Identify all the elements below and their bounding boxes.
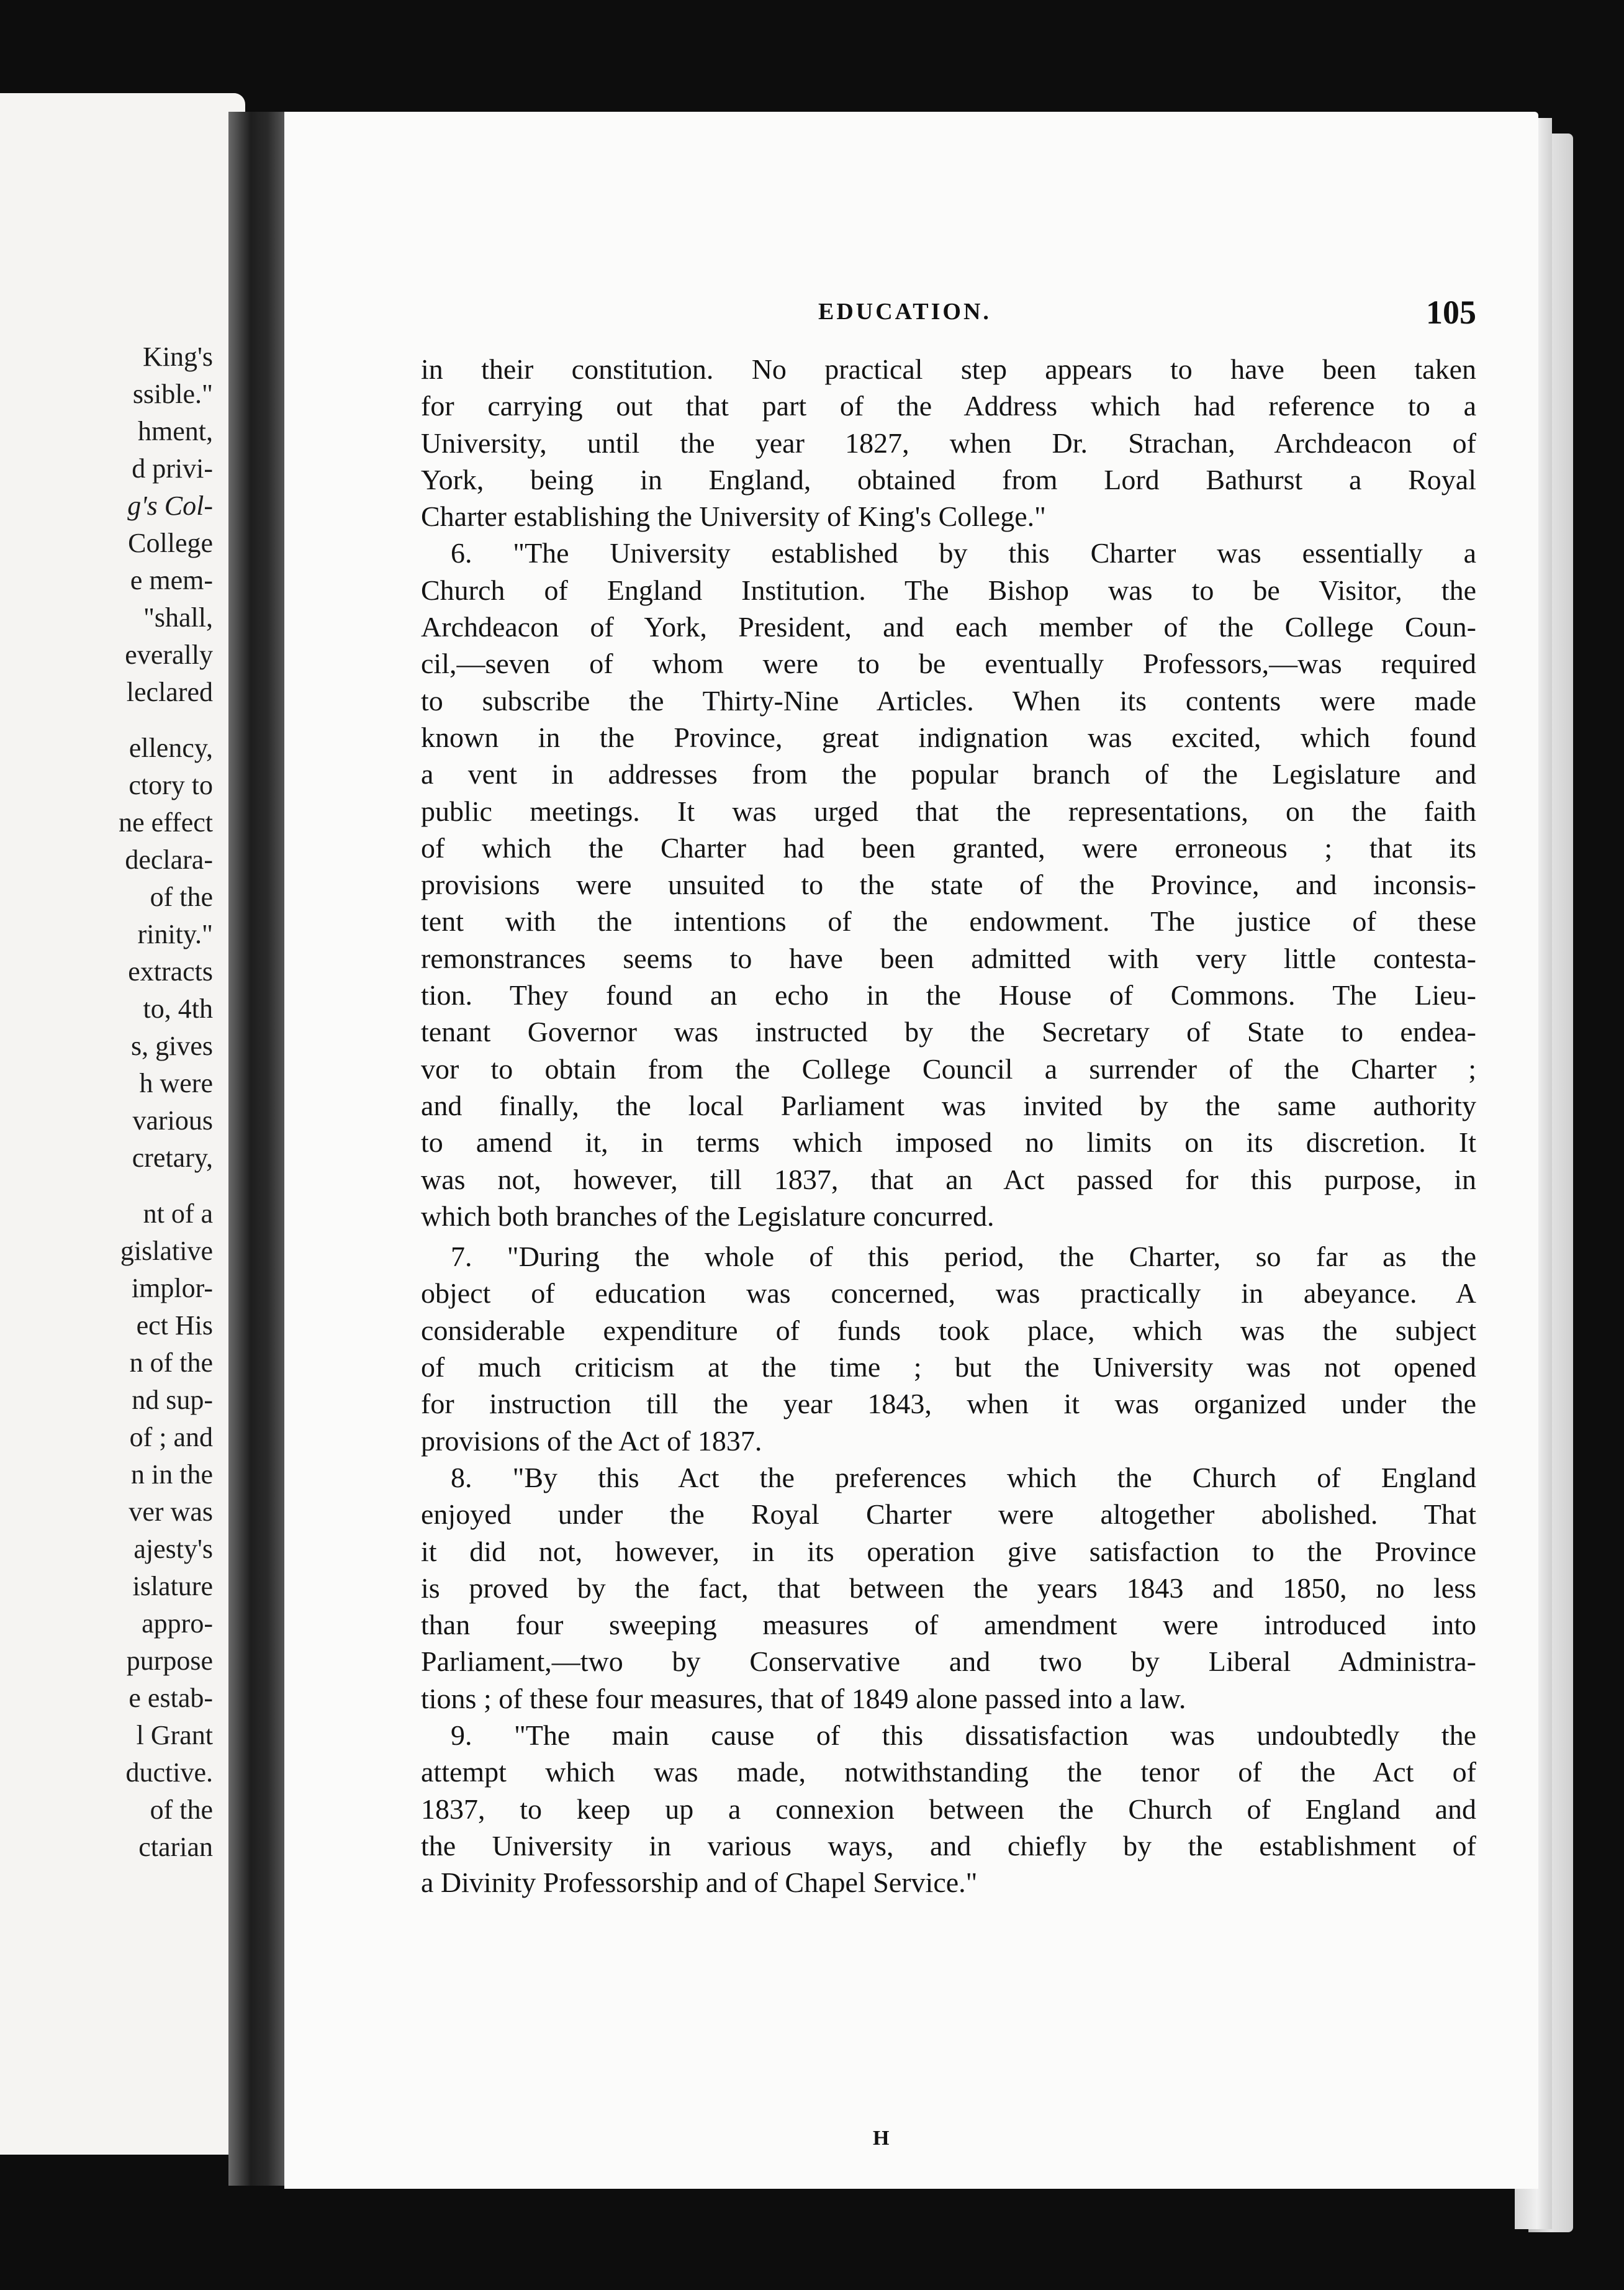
text-line: Archdeacon of York, President, and each member of the College Coun- bbox=[421, 611, 1476, 643]
text-line: public meetings. It was urged that the representations, on the faith bbox=[421, 795, 1476, 827]
left-line: hment, bbox=[138, 416, 213, 446]
text-line: 9. "The main cause of this dissatisfaction was undoubtedly the bbox=[451, 1719, 1476, 1751]
text-line: 8. "By this Act the preferences which the Church of England bbox=[451, 1461, 1476, 1493]
text-line: remonstrances seems to have been admitted with very little contesta- bbox=[421, 942, 1476, 974]
text-line: 7. "During the whole of this period, the Charter, so far as the bbox=[451, 1241, 1476, 1273]
left-line: to, 4th bbox=[143, 993, 213, 1024]
left-line: ne effect bbox=[119, 807, 213, 838]
text-line: a vent in addresses from the popular branch of the Legislature and bbox=[421, 758, 1476, 790]
text-line: in their constitution. No practical step appears to have been taken bbox=[421, 353, 1476, 385]
text-line: tions ; of these four measures, that of 1849 alone passed into a law. bbox=[421, 1682, 1186, 1714]
text-line: University, until the year 1827, when Dr. Strachan, Archdeacon of bbox=[421, 427, 1476, 459]
left-line: ajesty's bbox=[133, 1534, 213, 1564]
text-line: for instruction till the year 1843, when it was organized under the bbox=[421, 1388, 1476, 1420]
text-line: it did not, however, in its operation give satisfaction to the Province bbox=[421, 1535, 1476, 1567]
text-line: the University in various ways, and chiefly by the establishment of bbox=[421, 1829, 1476, 1862]
left-line: nt of a bbox=[143, 1198, 213, 1229]
left-line: ect His bbox=[136, 1310, 213, 1341]
text-line: to subscribe the Thirty-Nine Articles. When its contents were made bbox=[421, 684, 1476, 717]
text-line: considerable expenditure of funds took place, which was the subject bbox=[421, 1314, 1476, 1346]
left-line: n of the bbox=[129, 1347, 213, 1378]
left-line: ctory to bbox=[129, 770, 213, 800]
text-line: and finally, the local Parliament was invited by the same authority bbox=[421, 1089, 1476, 1121]
left-line: s, gives bbox=[131, 1031, 213, 1061]
left-line: gislative bbox=[120, 1236, 213, 1266]
left-line: ctarian bbox=[138, 1832, 213, 1862]
left-line: h were bbox=[139, 1068, 213, 1098]
body-text bbox=[421, 351, 1476, 1901]
left-line: appro- bbox=[142, 1608, 213, 1639]
left-line: e estab- bbox=[129, 1683, 213, 1713]
text-line: was not, however, till 1837, that an Act passed for this purpose, in bbox=[421, 1163, 1476, 1195]
text-line: than four sweeping measures of amendment were introduced into bbox=[421, 1609, 1476, 1641]
left-line: purpose bbox=[126, 1645, 213, 1676]
text-line: which both branches of the Legislature concurred. bbox=[421, 1200, 995, 1232]
left-line: rinity." bbox=[137, 919, 213, 949]
left-line: ductive. bbox=[125, 1757, 213, 1788]
text-line: tion. They found an echo in the House of Commons. The Lieu- bbox=[421, 979, 1476, 1011]
left-line: extracts bbox=[128, 956, 213, 987]
text-line: Parliament,—two by Conservative and two by Liberal Administra- bbox=[421, 1645, 1476, 1678]
left-page-fragment bbox=[0, 93, 245, 2155]
page-header bbox=[421, 294, 1476, 335]
text-line: to amend it, in terms which imposed no limits on its discretion. It bbox=[421, 1126, 1476, 1159]
left-line: King's bbox=[142, 342, 213, 372]
text-line: enjoyed under the Royal Charter were altogether abolished. That bbox=[421, 1498, 1476, 1531]
text-line: known in the Province, great indignation was excited, which found bbox=[421, 721, 1476, 753]
page-number: 105 bbox=[1426, 294, 1476, 331]
left-line: leclared bbox=[126, 677, 213, 707]
left-line: ellency, bbox=[129, 733, 213, 763]
left-line: various bbox=[132, 1105, 213, 1136]
text-line: a Divinity Professorship and of Chapel Service." bbox=[421, 1867, 978, 1899]
left-line: of ; and bbox=[129, 1422, 213, 1452]
left-line: College bbox=[128, 528, 213, 558]
left-line: of the bbox=[150, 1794, 213, 1825]
left-line: "shall, bbox=[143, 602, 213, 633]
text-line: object of education was concerned, was practically in abeyance. A bbox=[421, 1277, 1476, 1310]
left-line: d privi- bbox=[132, 453, 213, 484]
text-line: for carrying out that part of the Address which had reference to a bbox=[421, 390, 1476, 422]
text-line: Charter establishing the University of King's College." bbox=[421, 500, 1046, 533]
text-line: attempt which was made, notwithstanding the tenor of the Act of bbox=[421, 1756, 1476, 1788]
text-line: cil,—seven of whom were to be eventually Professors,—was required bbox=[421, 648, 1476, 680]
left-line: g's Col- bbox=[127, 491, 213, 521]
text-line: vor to obtain from the College Council a surrender of the Charter ; bbox=[421, 1052, 1476, 1085]
text-line: 1837, to keep up a connexion between the Church of England and bbox=[421, 1793, 1476, 1825]
left-line: everally bbox=[125, 640, 213, 670]
left-page-text bbox=[2, 338, 213, 1866]
left-line: implor- bbox=[131, 1273, 213, 1303]
left-line: declara- bbox=[125, 844, 213, 875]
text-line: is proved by the fact, that between the years 1843 and 1850, no less bbox=[421, 1572, 1476, 1604]
left-line: islature bbox=[132, 1571, 213, 1601]
text-line: York, being in England, obtained from Lord Bathurst a Royal bbox=[421, 463, 1476, 496]
text-line: of which the Charter had been granted, were erroneous ; that its bbox=[421, 831, 1476, 864]
text-line: tenant Governor was instructed by the Secretary of State to endea- bbox=[421, 1016, 1476, 1048]
left-line: e mem- bbox=[130, 565, 213, 595]
text-line: 6. "The University established by this Charter was essentially a bbox=[451, 537, 1476, 569]
left-line: ssible." bbox=[132, 379, 213, 409]
running-head: EDUCATION. bbox=[818, 299, 991, 325]
left-line: ver was bbox=[129, 1496, 213, 1527]
left-line: of the bbox=[150, 882, 213, 912]
left-line: cretary, bbox=[132, 1143, 213, 1173]
left-line: n in the bbox=[131, 1459, 213, 1490]
book-gutter bbox=[228, 112, 284, 2186]
text-line: provisions of the Act of 1837. bbox=[421, 1424, 762, 1457]
text-line: provisions were unsuited to the state of the Province, and inconsis- bbox=[421, 869, 1476, 901]
text-line: Church of England Institution. The Bishop was to be Visitor, the bbox=[421, 574, 1476, 606]
left-line: nd sup- bbox=[132, 1385, 213, 1415]
right-page bbox=[284, 112, 1538, 2189]
signature-mark: H bbox=[873, 2127, 890, 2150]
text-line: tent with the intentions of the endowment. The justice of these bbox=[421, 905, 1476, 938]
left-line: l Grant bbox=[136, 1720, 213, 1750]
text-line: of much criticism at the time ; but the University was not opened bbox=[421, 1351, 1476, 1383]
